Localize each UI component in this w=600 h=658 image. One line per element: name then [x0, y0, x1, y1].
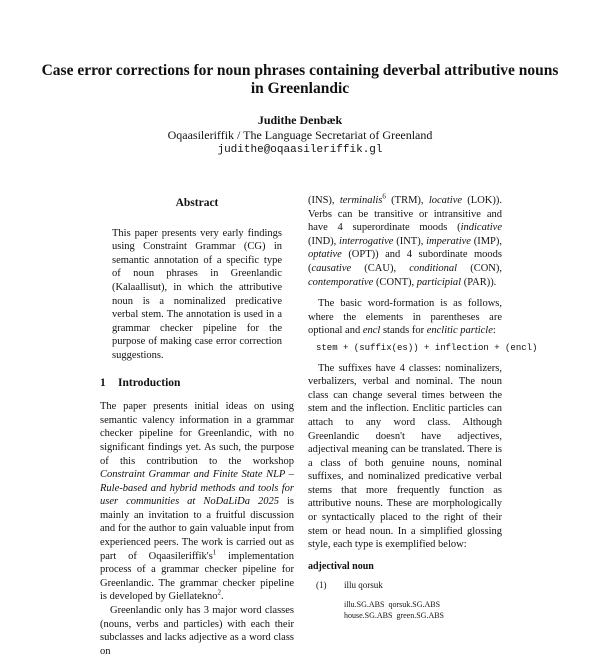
footnote-marker-1[interactable]: 1 — [212, 548, 217, 557]
section-title: Introduction — [118, 376, 181, 389]
author-affiliation: Oqaasileriffik / The Language Secretariat of Greenland — [167, 128, 433, 142]
example-text: illu qorsuk — [344, 580, 383, 591]
gloss-line-2: house.SG.ABS green.SG.ABS — [344, 611, 445, 621]
gloss-line-1: illu.SG.ABS qorsuk.SG.ABS — [344, 600, 441, 610]
example-heading: adjectival noun — [308, 560, 374, 572]
moods-paragraph: (INS), terminalis$^6$ (TRM), locative (LOK)). Verbs can be transitive or intransitive and have 4 superordinate moods (indicative (IND), interrogative (INT), imperative (IMP), optative (OPT)) and 4 subordinate moods (causative (CAU), conditional (CON), contemporative (CONT), participial (PAR)). — [308, 192, 503, 288]
abstract-text: This paper presents very early findings using Constraint Grammar (CG) in semantic annotation of a specific type of noun phrases in Greenlandic (Kalaallisut), in which the attributive noun is a nominalized predicative verbal stem. The annotation is used in a grammar checker pipeline for the purpose of making case error correction suggestions. — [112, 227, 282, 361]
footnote-marker-2[interactable]: 2 — [217, 588, 222, 597]
section-number: 1 — [100, 376, 106, 389]
footnote-marker-6[interactable]: 6 — [382, 192, 386, 201]
intro-paragraph-1: The paper presents initial ideas on using semantic valency information in a grammar checker pipeline for Greenlandic, with no significant findings yet. As such, the purpose of this contribution to the workshop Constraint Grammar and Finite State NLP – Rule-based and hybrid methods and tools for user communities at NoDaLiDa 2025 is mainly an invitation to a fruitful discussion and for the author to gain valuable input from experienced peers. The work is carried out as part of $Oqaasileriffik's^1$ implementation process of a grammar checker pipeline for Greenlandic. The grammar checker pipeline is developed by Giellatekno$^2$. — [100, 401, 295, 603]
section-heading-introduction — [100, 377, 294, 391]
author-name: Judithe Denbæk — [257, 113, 343, 127]
word-formation-paragraph: The basic word-formation is as follows, where the elements in parentheses are optional and encl stands for enclitic particle: — [308, 298, 502, 337]
paper-title: Case error corrections for noun phrases containing deverbal attributive nouns in Greenlandic — [41, 62, 559, 97]
workshop-title: Constraint Grammar and Finite State NLP – Rule-based and hybrid methods and tools for user communities at NoDaLiDa 2025 — [100, 469, 294, 508]
intro-paragraph-2: Greenlandic only has 3 major word classes (nouns, verbs and particles) with each their subclasses and lacks adjective as a word class on — [100, 605, 294, 657]
abstract-heading: Abstract — [175, 197, 219, 209]
right-column — [308, 192, 538, 621]
suffixes-paragraph: The suffixes have 4 classes: nominalizers, verbalizers, verbal and nominal. The noun class can change several times between the stem and the inflection. Enclitic particles can attach to any word class. Although Greenlandic doesn't have adjectives, adjectival meaning can be translated. There is a class of both genuine nouns, nominal suffixes, and nominalized predicative verbal stems that more frequently function as attributive nouns. These are morphologically or syntactically placed to the right of their stem or head noun. In a simplified glossing style, each type is exemplified below: — [308, 362, 502, 551]
example-number: (1) — [316, 580, 327, 591]
example-1 — [308, 579, 502, 591]
author-email[interactable]: judithe@oqaasileriffik.gl — [217, 144, 383, 156]
word-formation-formula: stem + (suffix(es)) + inflection + (encl) — [316, 342, 538, 353]
left-column — [100, 197, 294, 658]
